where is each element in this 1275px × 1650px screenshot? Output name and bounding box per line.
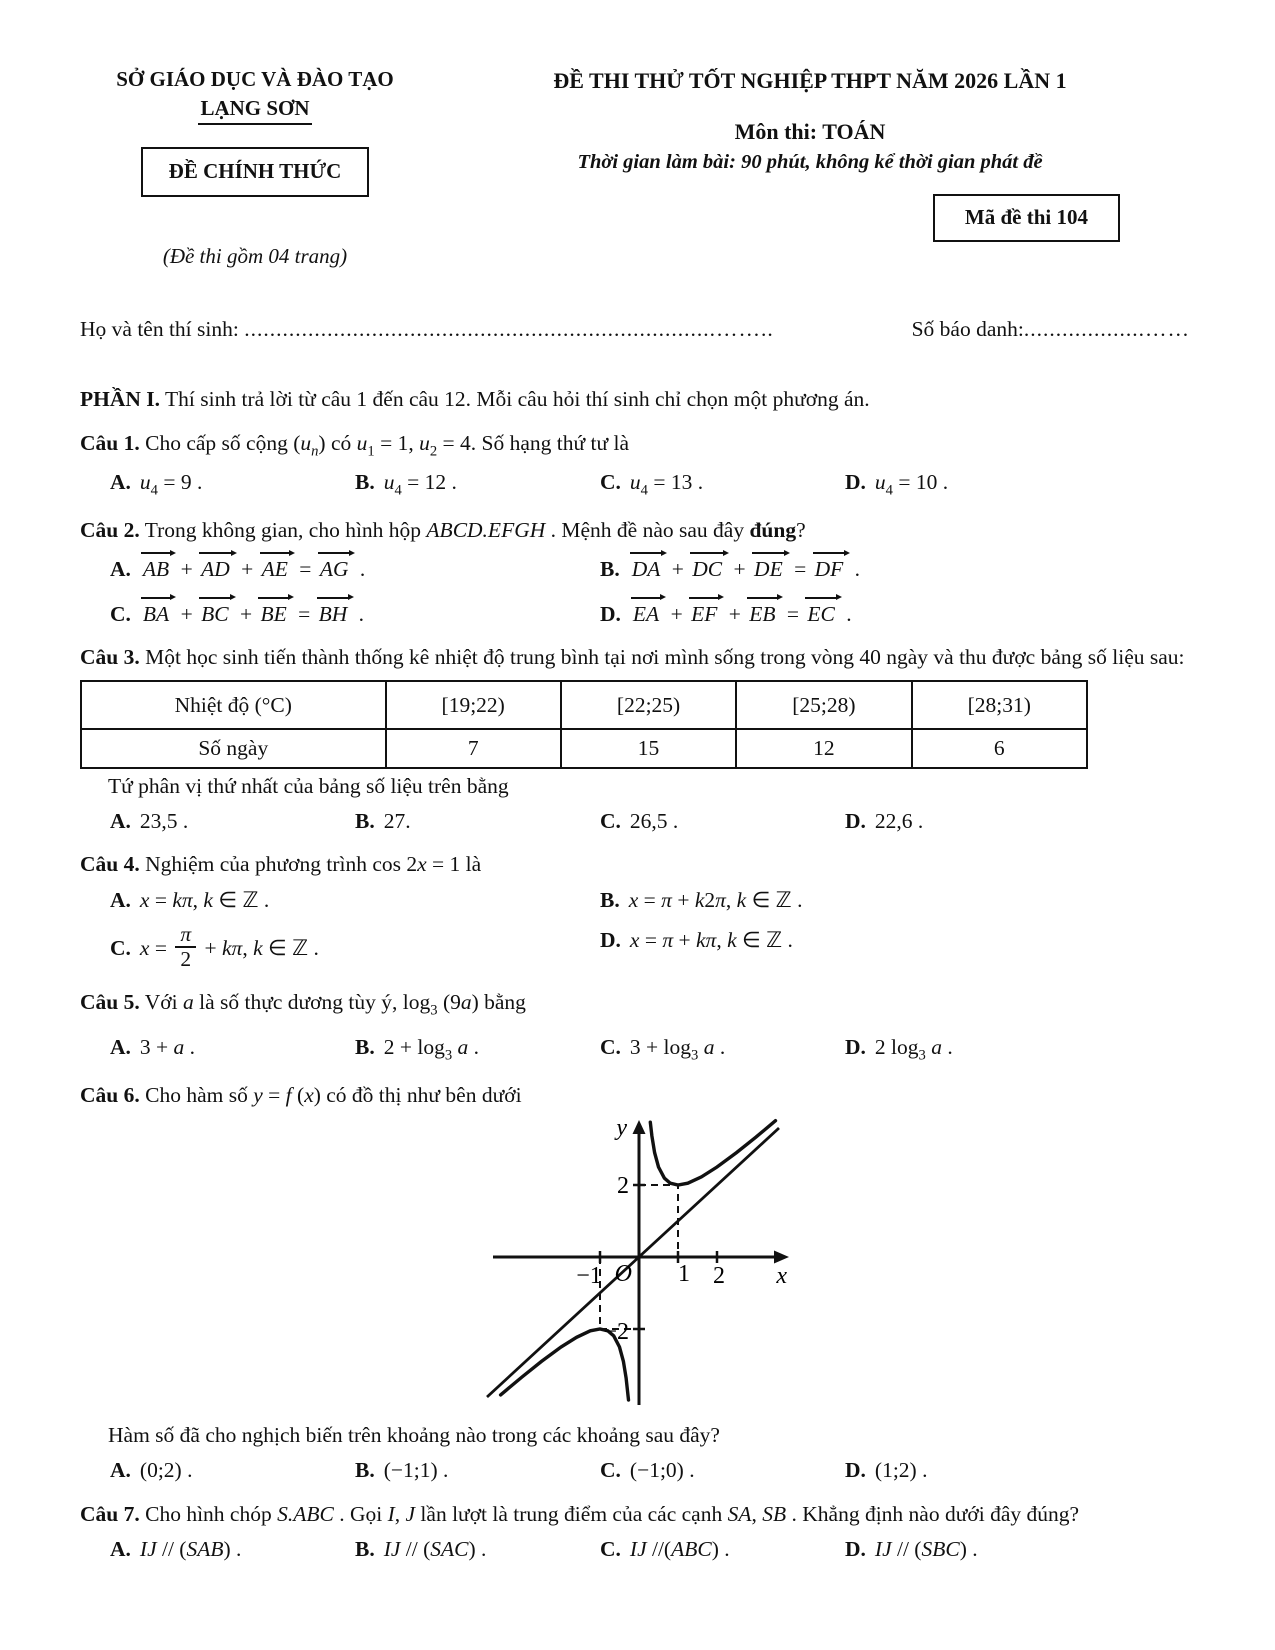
option-text: $u_4 = 12$ . [383,470,457,499]
x-axis-arrow [774,1250,789,1263]
question-4 [80,850,1190,973]
question-6-options [80,1456,1190,1484]
option-key: A. [110,1537,131,1561]
question-3 [80,643,1190,836]
option-key: C. [110,601,131,626]
question-stem: Cho hình chóp S.ABC . Gọi I, J lần lượt là trung điểm của các cạnh SA, SB . Khẳng định nào dưới đây đúng? [139,1501,1080,1526]
question-2 [80,516,1190,628]
option-text: 3 + a . [139,1034,196,1059]
table-cell: [19;22) [386,681,561,729]
option-key: D. [845,1458,866,1483]
option-key: D. [845,470,866,495]
option-key: A. [110,1034,131,1059]
option-text: $u_4 = 13$ . [629,470,704,499]
table-cell: Số ngày [81,729,386,767]
table-cell: Nhiệt độ (°C) [81,681,386,729]
option-key: A. [110,1458,131,1483]
option-a [110,1033,355,1066]
header [80,66,1190,271]
student-info-row [80,315,1190,343]
question-stem: Cho hàm số y = f (x) có đồ thị như bên dưới [139,1082,522,1107]
option-text: $u_4 = 9$ . [139,470,203,499]
question-2-options [80,551,1190,628]
province-name: LẠNG SƠN [198,95,311,126]
option-key: D. [845,809,866,834]
option-key: A. [110,887,131,912]
option-text: x = π + k2π, k ∈ ℤ . [628,887,803,912]
table-cell: [28;31) [912,681,1087,729]
question-1-options [80,468,1190,501]
question-stem: Nghiệm của phương trình cos 2x = 1 là [139,852,482,877]
option-text: EA + EF + EB = EC . [630,602,852,626]
option-key: D. [600,601,621,626]
question-1 [80,429,1190,501]
question-stem: Trong không gian, cho hình hộp ABCD.EFGH . Mệnh đề nào sau đây đúng? [139,517,806,542]
option-text: IJ // (SBC) . [874,1537,978,1561]
pages-note: (Đề thi gồm 04 trang) [162,244,348,269]
option-key: A. [110,557,131,582]
question-stem: Cho cấp số cộng $(u_n)$ có $u_1 = 1$, $u_2 = 4$. Số hạng thứ tư là [139,430,630,459]
question-7 [80,1500,1190,1564]
option-key: D. [845,1537,866,1561]
question-label: Câu 1. [80,430,140,455]
option-text: (0;2) . [139,1458,193,1483]
option-key: B. [355,1458,375,1483]
option-text: 27. [383,809,411,834]
option-c [600,807,845,835]
option-text: 22,6 . [874,809,924,834]
origin-label: O [614,1260,632,1287]
option-key: C. [600,809,621,834]
option-text: IJ // (SAB) . [139,1537,242,1561]
header-left [80,66,430,271]
y-label-two: 2 [617,1172,629,1199]
part1-text: Thí sinh trả lời từ câu 1 đến câu 12. Mỗi câu hỏi thí sinh chỉ chọn một phương án. [160,387,870,412]
option-c [110,596,600,628]
option-d [845,1033,1190,1066]
question-6 [80,1081,1190,1485]
option-text: (−1;0) . [629,1458,695,1483]
option-c [110,922,600,973]
option-text: DA + DC + DE = DF . [629,557,860,581]
option-b [600,551,1190,583]
option-key: C. [600,1458,621,1483]
option-key: B. [355,809,375,834]
option-c [600,1535,845,1563]
function-graph [479,1117,791,1417]
question-label: Câu 2. [80,517,140,542]
option-b [355,1535,600,1563]
dashed-guide-point-1-2 [639,1185,678,1257]
question-3-subquestion: Tứ phân vị thứ nhất của bảng số liệu trên bằng [108,773,509,798]
question-5-options [80,1033,1190,1066]
question-label: Câu 3. [80,644,140,669]
exam-code-box: Mã đề thi 104 [933,194,1120,242]
data-table [80,680,1088,768]
question-7-options [80,1535,1190,1563]
subject-line: Môn thi: TOÁN [734,119,886,145]
student-name-field [80,315,912,343]
y-label-minus-two: −2 [603,1318,629,1345]
option-d [845,1456,1190,1484]
option-a [110,551,600,583]
option-key: C. [110,935,131,960]
part1-label: PHẦN I. [80,387,161,412]
curve-upper-branch [650,1121,775,1185]
exam-title: ĐỀ THI THỬ TỐT NGHIỆP THPT NĂM 2026 LẦN 1 [553,68,1067,93]
table-cell: [22;25) [561,681,736,729]
option-key: B. [600,557,620,582]
graph-container [80,1117,1190,1417]
option-text: 23,5 . [139,809,189,834]
option-b [355,1033,600,1066]
option-text: $2 + \log_3 a$ . [383,1034,480,1064]
option-key: C. [600,470,621,495]
axis-label-x: x [776,1262,787,1289]
axis-label-y: y [616,1116,627,1141]
question-label: Câu 5. [80,990,140,1015]
duration-line: Thời gian làm bài: 90 phút, không kể thời gian phát đề [577,151,1043,174]
option-key: C. [600,1034,621,1059]
y-axis-arrow [633,1120,646,1134]
student-id-label: Số báo danh: [911,316,1024,341]
option-text: x = π + kπ, k ∈ ℤ . [629,928,793,953]
question-6-subquestion: Hàm số đã cho nghịch biến trên khoảng nào trong các khoảng sau đây? [108,1422,720,1447]
table-cell: [25;28) [736,681,911,729]
option-a [110,886,600,914]
option-key: D. [845,1034,866,1059]
header-right [430,66,1190,242]
option-key: B. [355,1537,375,1561]
option-d [845,807,1190,835]
question-3-options [80,807,1190,835]
option-d [600,926,1190,973]
option-text: BA + BC + BE = BH . [140,602,364,626]
option-b [355,807,600,835]
student-name-label: Họ và tên thí sinh: [80,316,239,341]
option-c [600,1033,845,1066]
option-text: 2 $\log_3 a$ . [874,1034,953,1064]
option-text: AB + AD + AE = AG . [140,557,365,581]
question-stem: Với a là số thực dương tùy ý, $\log_3 (9a)$ bằng [139,990,526,1019]
table-cell: 15 [561,729,736,767]
option-key: B. [355,470,375,495]
option-key: C. [600,1537,621,1561]
option-key: B. [355,1034,375,1059]
option-b [600,886,1190,914]
option-b [355,468,600,501]
question-label: Câu 4. [80,852,140,877]
option-b [355,1456,600,1484]
student-id-field [912,315,1190,343]
option-d [600,596,1190,628]
question-stem: Một học sinh tiến thành thống kê nhiệt độ trung bình tại nơi mình sống trong vòng 40 ngày và thu được bảng số liệu sau: [139,644,1185,669]
x-label-one: 1 [678,1260,690,1287]
option-c [600,468,845,501]
option-text: IJ //(ABC) . [629,1537,730,1561]
option-a [110,468,355,501]
option-d [845,468,1190,501]
option-c [600,1456,845,1484]
option-a [110,1535,355,1563]
department-name: SỞ GIÁO DỤC VÀ ĐÀO TẠO [116,67,394,91]
x-label-minus-one: −1 [576,1262,602,1289]
student-id-dots: ...................…… [1023,316,1190,341]
option-a [110,1456,355,1484]
table-header-row [81,681,1087,729]
table-data-row [81,729,1087,767]
option-text: $3 + \log_3 a$ . [629,1034,726,1064]
table-cell: 6 [912,729,1087,767]
option-a [110,807,355,835]
x-label-two: 2 [713,1262,725,1289]
question-label: Câu 6. [80,1082,140,1107]
option-text: (1;2) . [874,1458,928,1483]
table-cell: 7 [386,729,561,767]
option-key: A. [110,470,131,495]
student-name-dots: ..........................................................................…….. [244,316,774,341]
asymptote-line [487,1128,779,1397]
option-key: B. [600,887,620,912]
option-text: (−1;1) . [383,1458,449,1483]
part1-heading [80,385,1190,413]
question-4-options [80,886,1190,974]
option-text: 26,5 . [629,809,679,834]
question-5 [80,988,1190,1065]
option-text: IJ // (SAC) . [383,1537,487,1561]
table-cell: 12 [736,729,911,767]
option-text: x = kπ, k ∈ ℤ . [139,887,270,912]
option-key: D. [600,928,621,953]
option-d [845,1535,1190,1563]
official-exam-box: ĐỀ CHÍNH THỨC [141,147,370,197]
option-key: A. [110,809,131,834]
question-label: Câu 7. [80,1501,140,1526]
option-text: x = $\frac{\pi}{2}$ + kπ, k ∈ ℤ . [139,922,319,971]
option-text: $u_4 = 10$ . [874,470,949,499]
